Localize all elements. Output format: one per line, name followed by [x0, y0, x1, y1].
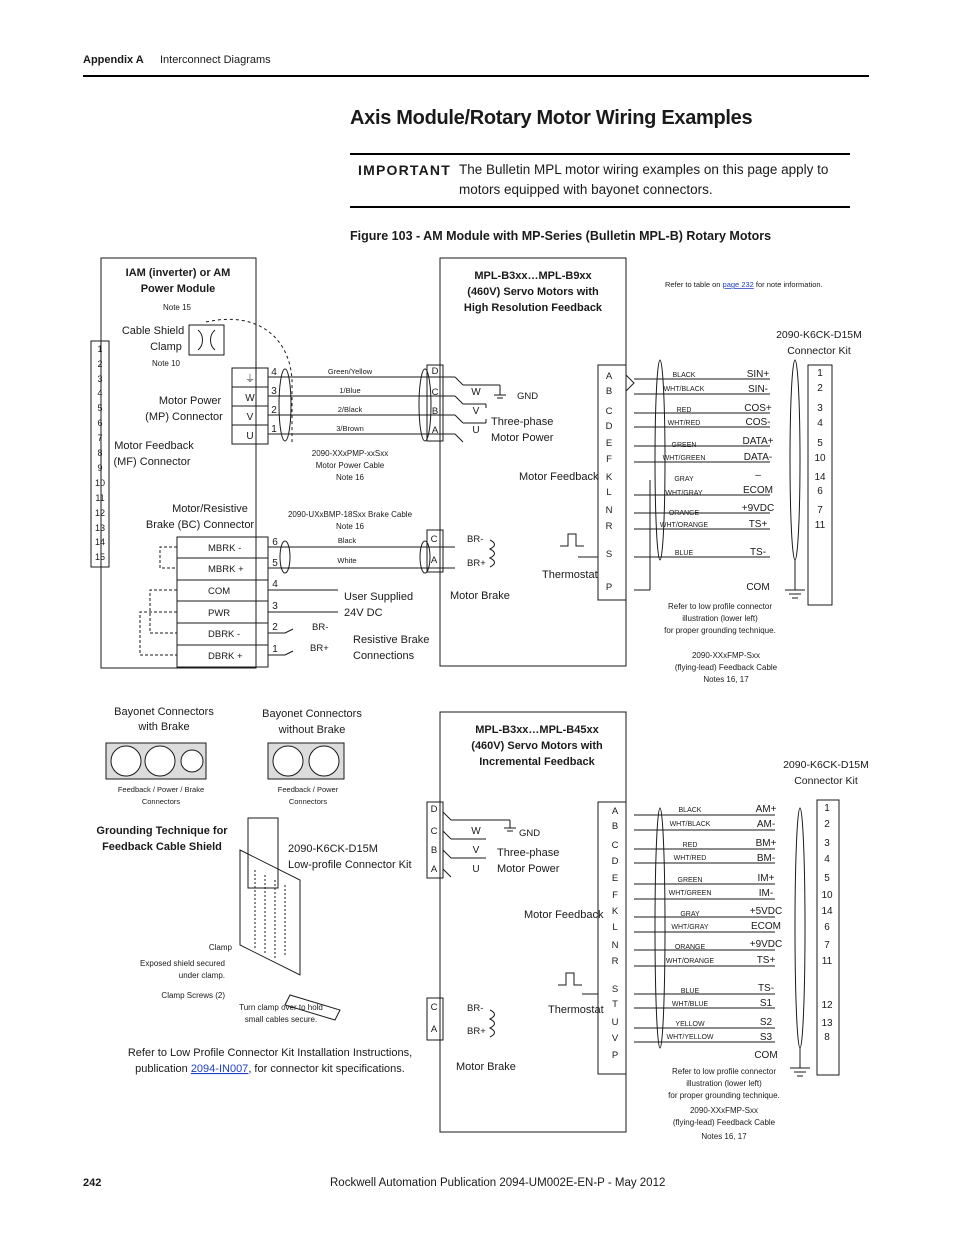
motor1-motor-feedback: Motor Feedback — [519, 471, 599, 483]
svg-text:TS+: TS+ — [756, 955, 776, 966]
power-cable-note: Note 16 — [335, 473, 365, 482]
important-text: The Bulletin MPL motor wiring examples on this page apply to motors equipped with bayonet connectors. — [459, 162, 829, 197]
svg-text:WHT/GRAY: WHT/GRAY — [665, 490, 703, 497]
svg-text:GREEN: GREEN — [677, 877, 703, 884]
svg-text:2: 2 — [97, 359, 103, 369]
svg-text:BR-: BR- — [467, 1003, 484, 1014]
motor1-title-2: (460V) Servo Motors with — [467, 286, 599, 298]
svg-text:F: F — [612, 890, 618, 901]
svg-text:MBRK -: MBRK - — [208, 543, 242, 554]
motor1-brake-pins — [431, 534, 438, 566]
supply-br-minus: BR- — [312, 622, 329, 633]
svg-text:V: V — [472, 845, 480, 856]
svg-text:COM: COM — [746, 582, 770, 593]
svg-text:DATA+: DATA+ — [742, 436, 774, 447]
svg-text:6: 6 — [817, 486, 823, 497]
svg-text:DBRK -: DBRK - — [208, 629, 241, 640]
svg-text:WHT/RED: WHT/RED — [667, 420, 701, 427]
motor2-three-phase-1: Three-phase — [497, 847, 560, 859]
svg-text:S: S — [611, 984, 619, 995]
motor1-thermostat: Thermostat — [542, 569, 598, 581]
grounding-kit-1: 2090-K6CK-D15M — [288, 843, 378, 855]
bayonet-without-caption-1: Feedback / Power — [277, 785, 339, 794]
svg-text:10: 10 — [821, 890, 833, 901]
svg-text:COS-: COS- — [745, 417, 771, 428]
svg-text:4: 4 — [817, 418, 823, 429]
clamp-callout: Clamp — [208, 943, 232, 952]
svg-text:DATA-: DATA- — [743, 452, 773, 463]
motor1-ground-note-2: illustration (lower left) — [682, 614, 758, 623]
svg-text:WHT/YELLOW: WHT/YELLOW — [666, 1034, 714, 1041]
svg-text:1: 1 — [272, 644, 278, 655]
motor2-ground-note-3: for proper grounding technique. — [668, 1091, 780, 1100]
svg-text:C: C — [611, 840, 619, 851]
svg-text:RED: RED — [676, 407, 692, 414]
svg-text:U: U — [611, 1017, 619, 1028]
svg-text:13: 13 — [94, 523, 106, 533]
brake-cable-note: Note 16 — [335, 522, 365, 531]
motor2-motor-feedback: Motor Feedback — [524, 909, 604, 921]
mp-pins — [271, 367, 277, 435]
bc-label-1: Motor/Resistive — [172, 503, 248, 515]
motor2-thermostat: Thermostat — [548, 1004, 604, 1016]
svg-text:K: K — [611, 906, 619, 917]
motor2-gnd: GND — [519, 828, 541, 839]
svg-text:11: 11 — [821, 956, 833, 967]
svg-text:10: 10 — [814, 453, 826, 464]
motor1-fb-pins — [606, 371, 613, 593]
supply-label-2: 24V DC — [344, 607, 383, 619]
motor1-fb-signals — [742, 369, 775, 593]
svg-text:COS+: COS+ — [744, 403, 772, 414]
bc-pins — [272, 537, 278, 655]
svg-text:White: White — [337, 556, 357, 565]
svg-text:8: 8 — [824, 1032, 830, 1043]
supply-label-1: User Supplied — [344, 591, 414, 603]
motor2-cable-3: Notes 16, 17 — [701, 1132, 747, 1141]
svg-text:WHT/GREEN: WHT/GREEN — [668, 890, 712, 897]
motor2-ground-note-2: illustration (lower left) — [686, 1079, 762, 1088]
svg-text:C: C — [430, 826, 438, 837]
bayonet-with-2: with Brake — [138, 721, 190, 733]
svg-text:L: L — [606, 487, 612, 498]
svg-text:A: A — [430, 555, 438, 566]
svg-text:Black: Black — [337, 536, 357, 545]
publication-footer: Rockwell Automation Publication 2094-UM002E-EN-P - May 2012 — [330, 1177, 666, 1189]
svg-text:N: N — [605, 505, 613, 516]
motor1-cable-1: 2090-XXxFMP-Sxx — [691, 651, 761, 660]
svg-text:14: 14 — [821, 906, 833, 917]
svg-text:+5VDC: +5VDC — [749, 906, 783, 917]
grounding-title-1: Grounding Technique for — [96, 825, 228, 837]
svg-text:RED: RED — [682, 842, 698, 849]
svg-text:D: D — [605, 421, 613, 432]
mf-label-2: (MF) Connector — [113, 456, 191, 468]
motor1-three-phase-2: Motor Power — [491, 432, 554, 444]
page-title: Axis Module/Rotary Motor Wiring Examples — [350, 107, 753, 129]
bayonet-without-brake — [268, 743, 344, 779]
svg-text:W: W — [471, 387, 481, 398]
svg-text:TS-: TS- — [757, 983, 775, 994]
svg-text:N: N — [611, 940, 619, 951]
grounding-title-2: Feedback Cable Shield — [102, 841, 222, 853]
svg-text:7: 7 — [824, 940, 830, 951]
svg-text:3: 3 — [817, 403, 823, 414]
motor2-fb-pins — [612, 806, 619, 1061]
mf-pins — [95, 344, 105, 562]
svg-text:DBRK +: DBRK + — [208, 651, 243, 662]
svg-text:U: U — [246, 431, 254, 442]
mp-terminals — [245, 373, 255, 442]
svg-text:S3: S3 — [759, 1032, 773, 1043]
motor2-brake-terms — [467, 1003, 486, 1037]
svg-text:Green/Yellow: Green/Yellow — [327, 367, 373, 376]
2094-in007-link[interactable]: 2094-IN007 — [190, 1063, 249, 1075]
motor1-motor-brake: Motor Brake — [450, 590, 510, 602]
svg-text:WHT/BLACK: WHT/BLACK — [663, 386, 705, 393]
svg-text:BLUE: BLUE — [680, 988, 700, 995]
bayonet-with-brake — [106, 743, 206, 779]
motor1-power-pins — [432, 366, 439, 436]
svg-text:4: 4 — [272, 579, 278, 590]
svg-text:5: 5 — [817, 438, 823, 449]
svg-text:TS+: TS+ — [748, 519, 768, 530]
bayonet-without-2: without Brake — [278, 724, 346, 736]
svg-text:ECOM: ECOM — [751, 921, 781, 932]
motor2-cable-2: (flying-lead) Feedback Cable — [672, 1118, 776, 1127]
grounding-kit-2: Low-profile Connector Kit — [288, 859, 412, 871]
svg-text:–: – — [755, 470, 761, 481]
svg-text:6: 6 — [97, 418, 103, 428]
mf-label-1: Motor Feedback — [114, 440, 194, 452]
grounding-refer-1: Refer to Low Profile Connector Kit Installation Instructions, — [127, 1047, 413, 1059]
svg-text:ORANGE: ORANGE — [674, 944, 706, 951]
drive-title-1: IAM (inverter) or AM — [125, 267, 231, 279]
chapter-title: Interconnect Diagrams — [160, 54, 271, 66]
mp-label-1: Motor Power — [158, 395, 222, 407]
svg-text:S1: S1 — [759, 998, 773, 1009]
motor1-kit-pins — [814, 368, 826, 531]
svg-text:2: 2 — [271, 405, 277, 416]
drive-note: Note 15 — [162, 303, 192, 312]
svg-text:7: 7 — [817, 505, 823, 516]
svg-text:A: A — [605, 371, 613, 382]
svg-text:S: S — [605, 549, 613, 560]
bc-terminal-block — [177, 537, 268, 667]
bayonet-with-1: Bayonet Connectors — [114, 706, 214, 718]
svg-text:E: E — [611, 873, 619, 884]
bc-terminals — [208, 543, 244, 662]
supply-br-plus: BR+ — [310, 643, 329, 654]
svg-text:11: 11 — [814, 520, 826, 531]
power-cable-desc: Motor Power Cable — [315, 461, 385, 470]
motor2-title-3: Incremental Feedback — [479, 756, 595, 768]
motor1-brake-terms — [467, 534, 486, 569]
clamp-label-1: Cable Shield — [121, 325, 185, 337]
svg-text:3: 3 — [824, 838, 830, 849]
svg-text:PWR: PWR — [208, 608, 231, 619]
svg-text:GRAY: GRAY — [674, 476, 694, 483]
svg-text:BLACK: BLACK — [672, 372, 696, 379]
svg-text:IM-: IM- — [758, 888, 774, 899]
motor2-cable-1: 2090-XXxFMP-Sxx — [689, 1106, 759, 1115]
bayonet-with-caption-1: Feedback / Power / Brake — [117, 785, 205, 794]
svg-text:BM+: BM+ — [755, 838, 777, 849]
svg-text:A: A — [430, 864, 438, 875]
grounding-refer-2: publication 2094-IN007, for connector kit specifications. — [135, 1063, 405, 1075]
svg-text:3/Brown: 3/Brown — [336, 424, 364, 433]
svg-text:COM: COM — [208, 586, 231, 597]
motor1-cable-3: Notes 16, 17 — [703, 675, 749, 684]
resistive-label-1: Resistive Brake — [353, 634, 430, 646]
svg-text:BLUE: BLUE — [674, 550, 694, 557]
refer-table-note: Refer to table on page 232 for note information. — [665, 280, 823, 289]
svg-text:A: A — [431, 425, 439, 436]
svg-text:WHT/ORANGE: WHT/ORANGE — [659, 522, 709, 529]
svg-text:S2: S2 — [759, 1017, 773, 1028]
svg-text:2: 2 — [817, 383, 823, 394]
motor2-phases — [471, 826, 481, 875]
svg-text:BR+: BR+ — [467, 558, 486, 569]
turn-callout-1: Turn clamp over to hold — [239, 1003, 323, 1012]
svg-text:U: U — [472, 425, 480, 436]
svg-text:WHT/BLUE: WHT/BLUE — [671, 1001, 709, 1008]
svg-text:TS-: TS- — [749, 547, 767, 558]
svg-text:B: B — [611, 821, 619, 832]
svg-text:11: 11 — [95, 493, 105, 503]
svg-text:V: V — [246, 412, 254, 423]
svg-text:7: 7 — [97, 433, 103, 443]
resistive-label-2: Connections — [353, 650, 415, 662]
svg-text:L: L — [612, 922, 618, 933]
figure-caption: Figure 103 - AM Module with MP-Series (Bulletin MPL-B) Rotary Motors — [350, 229, 772, 243]
svg-text:C: C — [430, 534, 438, 545]
bayonet-without-caption-2: Connectors — [288, 797, 328, 806]
motor1-kit-1: 2090-K6CK-D15M — [776, 329, 862, 341]
brake-cable-name: 2090-UXxBMP-18Sxx Brake Cable — [287, 510, 413, 519]
svg-text:2/Black: 2/Black — [337, 405, 363, 414]
bayonet-with-caption-2: Connectors — [141, 797, 181, 806]
svg-text:A: A — [611, 806, 619, 817]
bayonet-without-1: Bayonet Connectors — [262, 708, 362, 720]
svg-text:+9VDC: +9VDC — [749, 939, 783, 950]
svg-text:AM-: AM- — [756, 819, 776, 830]
svg-text:2: 2 — [824, 819, 830, 830]
svg-text:1: 1 — [824, 803, 830, 814]
svg-text:14: 14 — [814, 472, 826, 483]
svg-text:U: U — [472, 864, 480, 875]
shield-callout-2: under clamp. — [178, 971, 225, 980]
motor2-kit-2: Connector Kit — [794, 775, 858, 787]
svg-text:3: 3 — [272, 601, 278, 612]
mp-label-2: (MP) Connector — [145, 411, 223, 423]
svg-text:8: 8 — [97, 448, 103, 458]
svg-text:15: 15 — [94, 552, 106, 562]
svg-text:V: V — [472, 406, 480, 417]
svg-text:1: 1 — [271, 424, 277, 435]
svg-text:5: 5 — [97, 403, 103, 413]
svg-text:12: 12 — [821, 1000, 833, 1011]
svg-text:4: 4 — [271, 367, 277, 378]
svg-text:R: R — [611, 956, 619, 967]
clamp-label-2: Clamp — [150, 341, 182, 353]
brake-wire-labels — [337, 536, 356, 565]
page-232-link[interactable]: page 232 — [722, 280, 754, 289]
important-label: IMPORTANT — [358, 162, 451, 178]
svg-text:A: A — [430, 1024, 438, 1035]
svg-text:4: 4 — [824, 854, 830, 865]
motor2-kit-pins — [821, 803, 833, 1043]
svg-text:B: B — [431, 406, 439, 417]
svg-text:R: R — [605, 521, 613, 532]
svg-text:D: D — [611, 856, 619, 867]
appendix-label: Appendix A — [83, 54, 144, 66]
svg-text:WHT/ORANGE: WHT/ORANGE — [665, 958, 715, 965]
svg-text:V: V — [611, 1033, 619, 1044]
svg-text:3: 3 — [271, 386, 277, 397]
power-cable-name: 2090-XXxPMP-xxSxx — [311, 449, 389, 458]
svg-text:MBRK +: MBRK + — [208, 564, 244, 575]
svg-text:SIN+: SIN+ — [746, 369, 770, 380]
svg-text:B: B — [605, 386, 613, 397]
svg-text:AM+: AM+ — [755, 804, 777, 815]
svg-text:3: 3 — [97, 374, 103, 384]
svg-text:BLACK: BLACK — [678, 807, 702, 814]
svg-text:GREEN: GREEN — [671, 442, 697, 449]
svg-text:12: 12 — [94, 508, 106, 518]
svg-text:C: C — [431, 387, 439, 398]
svg-text:+9VDC: +9VDC — [741, 503, 775, 514]
svg-text:5: 5 — [824, 873, 830, 884]
drive-title-2: Power Module — [140, 283, 216, 295]
motor1-title-1: MPL-B3xx…MPL-B9xx — [474, 270, 592, 282]
svg-text:P: P — [611, 1050, 619, 1061]
svg-text:BR-: BR- — [467, 534, 484, 545]
svg-text:K: K — [605, 472, 613, 483]
motor2-kit-1: 2090-K6CK-D15M — [783, 759, 869, 771]
svg-text:5: 5 — [272, 558, 278, 569]
motor1-gnd: GND — [517, 391, 539, 402]
motor1-ground-note-1: Refer to low profile connector — [667, 602, 773, 611]
svg-text:2: 2 — [272, 622, 278, 633]
svg-text:6: 6 — [272, 537, 278, 548]
motor1-ground-note-3: for proper grounding technique. — [664, 626, 776, 635]
svg-text:9: 9 — [97, 463, 103, 473]
svg-text:⏚: ⏚ — [245, 374, 255, 385]
motor2-title-2: (460V) Servo Motors with — [471, 740, 603, 752]
bc-label-2: Brake (BC) Connector — [145, 519, 255, 531]
svg-text:B: B — [430, 845, 438, 856]
motor1-kit-2: Connector Kit — [787, 345, 851, 357]
motor2-motor-brake: Motor Brake — [456, 1061, 516, 1073]
turn-callout-2: small cables secure. — [244, 1015, 318, 1024]
motor1-phases — [471, 387, 481, 436]
svg-text:F: F — [606, 454, 612, 465]
svg-text:1: 1 — [97, 344, 103, 354]
svg-text:13: 13 — [821, 1018, 833, 1029]
svg-text:14: 14 — [94, 537, 106, 547]
svg-text:ECOM: ECOM — [743, 485, 773, 496]
svg-text:4: 4 — [97, 388, 103, 398]
svg-text:D: D — [430, 804, 438, 815]
svg-text:ORANGE: ORANGE — [668, 510, 700, 517]
svg-text:IM+: IM+ — [757, 873, 775, 884]
motor1-three-phase-1: Three-phase — [491, 416, 554, 428]
svg-text:COM: COM — [754, 1050, 778, 1061]
motor2-brake-pins — [431, 1002, 438, 1035]
motor2-title-1: MPL-B3xx…MPL-B45xx — [475, 724, 599, 736]
svg-text:T: T — [612, 999, 618, 1010]
svg-text:WHT/BLACK: WHT/BLACK — [669, 821, 711, 828]
screws-callout: Clamp Screws (2) — [161, 991, 225, 1000]
svg-text:E: E — [605, 438, 613, 449]
page-number: 242 — [83, 1177, 102, 1189]
svg-text:W: W — [471, 826, 481, 837]
shield-callout-1: Exposed shield secured — [140, 959, 225, 968]
svg-text:P: P — [605, 582, 613, 593]
svg-text:6: 6 — [824, 922, 830, 933]
motor2-ground-note-1: Refer to low profile connector — [671, 1067, 777, 1076]
motor2-fb-colors — [666, 807, 715, 1041]
svg-text:10: 10 — [94, 478, 106, 488]
svg-text:WHT/GRAY: WHT/GRAY — [671, 924, 709, 931]
svg-text:SIN-: SIN- — [748, 384, 768, 395]
svg-text:C: C — [430, 1002, 438, 1013]
clamp-note: Note 10 — [151, 359, 181, 368]
motor1-title-3: High Resolution Feedback — [463, 302, 603, 314]
motor1-cable-2: (flying-lead) Feedback Cable — [674, 663, 778, 672]
svg-text:W: W — [245, 393, 255, 404]
svg-text:GRAY: GRAY — [680, 911, 700, 918]
svg-text:YELLOW: YELLOW — [675, 1021, 705, 1028]
svg-text:BR+: BR+ — [467, 1026, 486, 1037]
motor2-three-phase-2: Motor Power — [497, 863, 560, 875]
svg-text:C: C — [605, 406, 613, 417]
svg-text:1: 1 — [817, 368, 823, 379]
svg-text:D: D — [431, 366, 439, 377]
svg-text:1/Blue: 1/Blue — [339, 386, 361, 395]
svg-text:WHT/RED: WHT/RED — [673, 855, 707, 862]
svg-text:WHT/GREEN: WHT/GREEN — [662, 455, 706, 462]
motor2-power-pins — [431, 804, 438, 875]
svg-text:BM-: BM- — [756, 853, 776, 864]
